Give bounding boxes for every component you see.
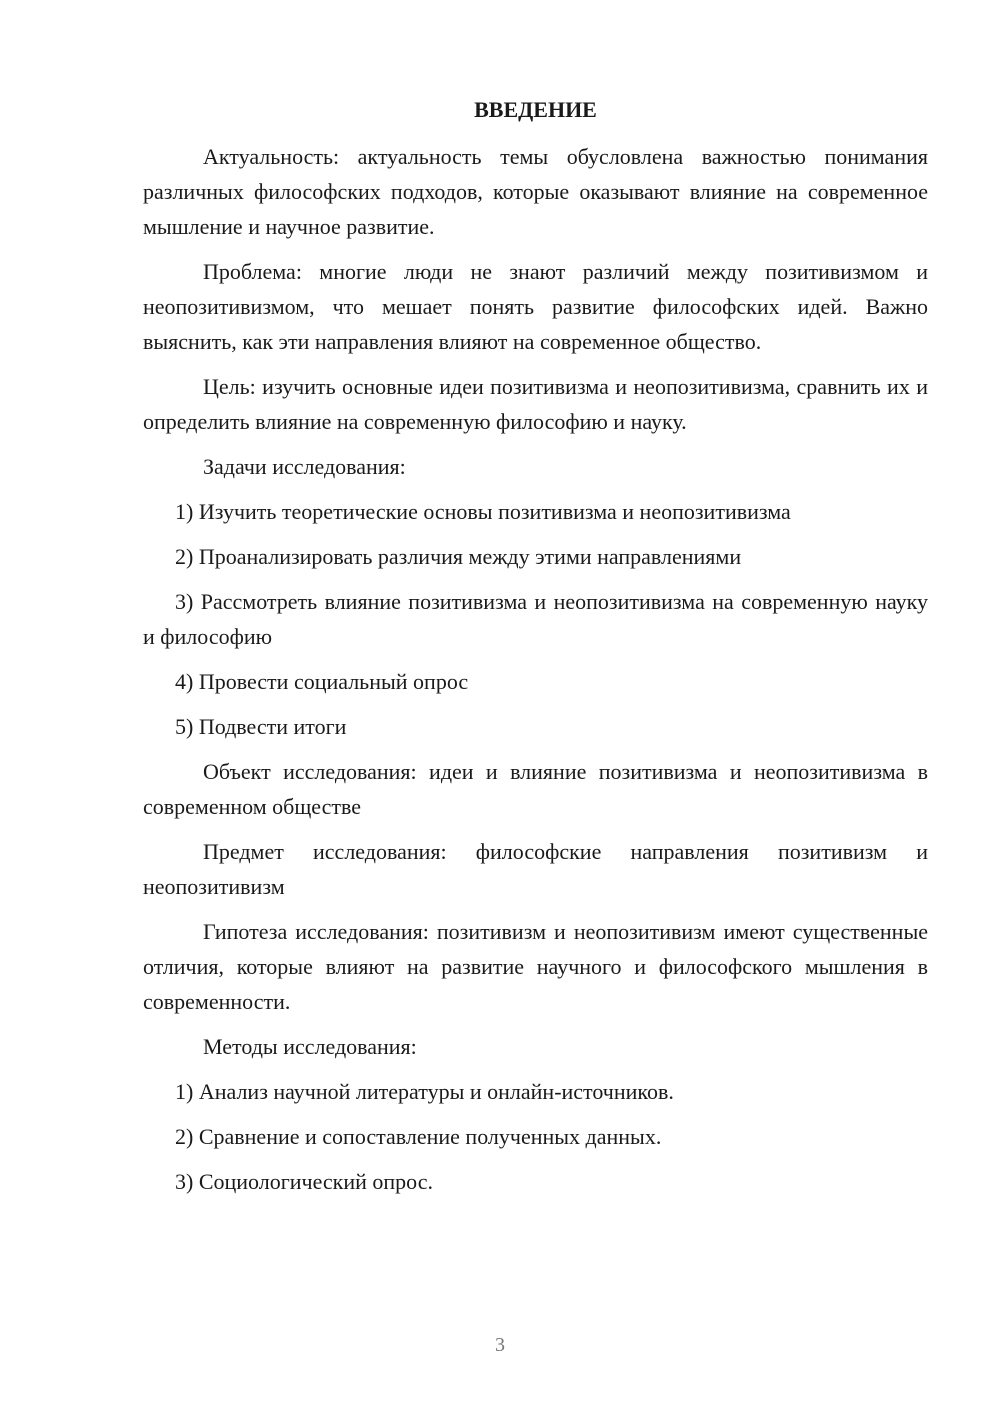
method-item: 2) Сравнение и сопоставление полученных данных. (175, 1124, 662, 1149)
task-item: 4) Провести социальный опрос (175, 669, 469, 694)
subject-paragraph: Предмет исследования: философские направления позитивизм и неопозитивизм (143, 839, 928, 899)
object-paragraph: Объект исследования: идеи и влияние позитивизма и неопозитивизма в современном обществе (143, 759, 928, 819)
method-item: 1) Анализ научной литературы и онлайн-источников. (175, 1079, 674, 1104)
task-item: 2) Проанализировать различия между этими направлениями (175, 544, 742, 569)
relevance-paragraph: Актуальность: актуальность темы обусловлена важностью понимания различных философских подходов, которые оказывают влияние на современное мышление и научное развитие. (143, 144, 928, 239)
hypothesis-paragraph: Гипотеза исследования: позитивизм и неопозитивизм имеют существенные отличия, которые влияют на развитие научного и философского мышления в современности. (143, 919, 928, 1014)
methods-heading: Методы исследования: (203, 1034, 417, 1059)
task-item: 3) Рассмотреть влияние позитивизма и неопозитивизма на современную науку и философию (143, 589, 928, 649)
task-item: 1) Изучить теоретические основы позитивизма и неопозитивизма (175, 499, 791, 524)
page-title: ВВЕДЕНИЕ (474, 97, 597, 122)
problem-paragraph: Проблема: многие люди не знают различий между позитивизмом и неопозитивизмом, что мешает понять развитие философских идей. Важно выяснить, как эти направления влияют на современное общество. (143, 259, 928, 354)
page-content (143, 92, 928, 1209)
method-item: 3) Социологический опрос. (175, 1169, 433, 1194)
page-number: 3 (495, 1334, 505, 1356)
task-item: 5) Подвести итоги (175, 714, 347, 739)
goal-paragraph: Цель: изучить основные идеи позитивизма и неопозитивизма, сравнить их и определить влияние на современную философию и науку. (143, 374, 928, 434)
tasks-heading: Задачи исследования: (203, 454, 406, 479)
